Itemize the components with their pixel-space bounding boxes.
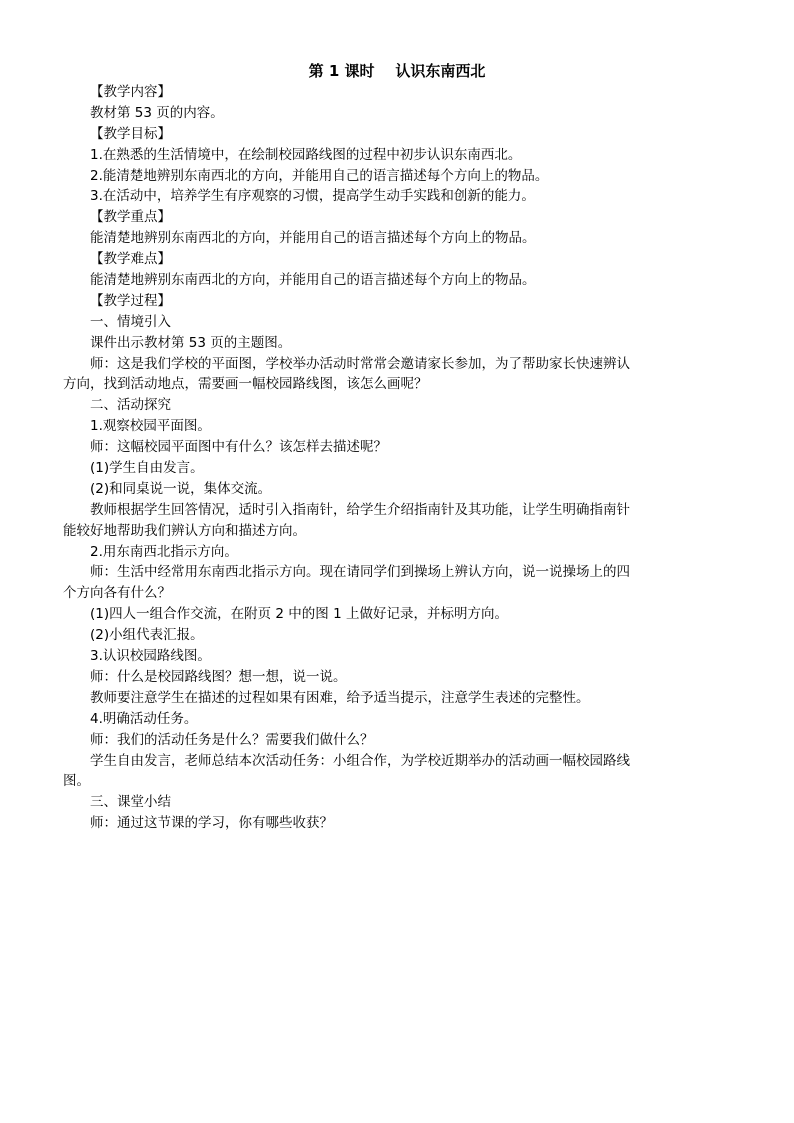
paragraph: 教材第 53 页的内容。	[90, 104, 224, 121]
section-heading-objectives: 【教学目标】	[90, 125, 171, 142]
step-heading: 2.用东南西北指示方向。	[90, 543, 238, 560]
paragraph: 师：通过这节课的学习，你有哪些收获？	[90, 815, 333, 832]
paragraph: 教师要注意学生在描述的过程如果有困难，给予适当提示，注意学生表述的完整性。	[90, 689, 590, 706]
subsection-heading: 一、情境引入	[90, 313, 171, 330]
paragraph: 师：这幅校园平面图中有什么？该怎样去描述呢？	[90, 439, 387, 456]
section-heading-key-points: 【教学重点】	[90, 209, 171, 226]
paragraph: 师：这是我们学校的平面图，学校举办活动时常常会邀请家长参加，为了帮助家长快速辨认	[90, 355, 630, 372]
paragraph: 课件出示教材第 53 页的主题图。	[90, 334, 292, 351]
paragraph-continuation: 方向，找到活动地点，需要画一幅校园路线图，该怎么画呢？	[63, 376, 428, 393]
lesson-title: 第 1 课时 认识东南西北	[308, 62, 486, 80]
list-item: (1)学生自由发言。	[90, 460, 204, 477]
section-heading-content: 【教学内容】	[90, 84, 171, 100]
paragraph: 师：我们的活动任务是什么？需要我们做什么？	[90, 731, 374, 748]
list-item: (2)小组代表汇报。	[90, 627, 204, 644]
objective-item: 3.在活动中，培养学生有序观察的习惯，提高学生动手实践和创新的能力。	[90, 188, 535, 205]
lesson-body	[63, 82, 740, 834]
paragraph: 能清楚地辨别东南西北的方向，并能用自己的语言描述每个方向上的物品。	[90, 230, 536, 247]
paragraph-continuation: 能较好地帮助我们辨认方向和描述方向。	[63, 522, 306, 539]
paragraph: 学生自由发言，老师总结本次活动任务：小组合作，为学校近期举办的活动画一幅校园路线	[90, 752, 630, 769]
section-heading-process: 【教学过程】	[90, 292, 171, 309]
objective-item: 1.在熟悉的生活情境中，在绘制校园路线图的过程中初步认识东南西北。	[90, 146, 522, 163]
paragraph-continuation: 图。	[63, 773, 90, 790]
step-heading: 4.明确活动任务。	[90, 710, 198, 727]
step-heading: 3.认识校园路线图。	[90, 648, 211, 665]
list-item: (2)和同桌说一说，集体交流。	[90, 480, 272, 497]
paragraph: 教师根据学生回答情况，适时引入指南针，给学生介绍指南针及其功能，让学生明确指南针	[90, 501, 630, 518]
step-heading: 1.观察校园平面图。	[90, 418, 211, 435]
paragraph: 能清楚地辨别东南西北的方向，并能用自己的语言描述每个方向上的物品。	[90, 272, 536, 289]
subsection-heading: 二、活动探究	[90, 397, 171, 414]
paragraph-continuation: 个方向各有什么？	[63, 585, 171, 602]
paragraph: 师：什么是校园路线图？想一想，说一说。	[90, 668, 347, 685]
paragraph: 师：生活中经常用东南西北指示方向。现在请同学们到操场上辨认方向，说一说操场上的四	[90, 564, 630, 581]
subsection-heading: 三、课堂小结	[90, 794, 171, 811]
objective-item: 2.能清楚地辨别东南西北的方向，并能用自己的语言描述每个方向上的物品。	[90, 167, 549, 184]
list-item: (1)四人一组合作交流，在附页 2 中的图 1 上做好记录，并标明方向。	[90, 606, 508, 623]
section-heading-difficulties: 【教学难点】	[90, 251, 171, 268]
